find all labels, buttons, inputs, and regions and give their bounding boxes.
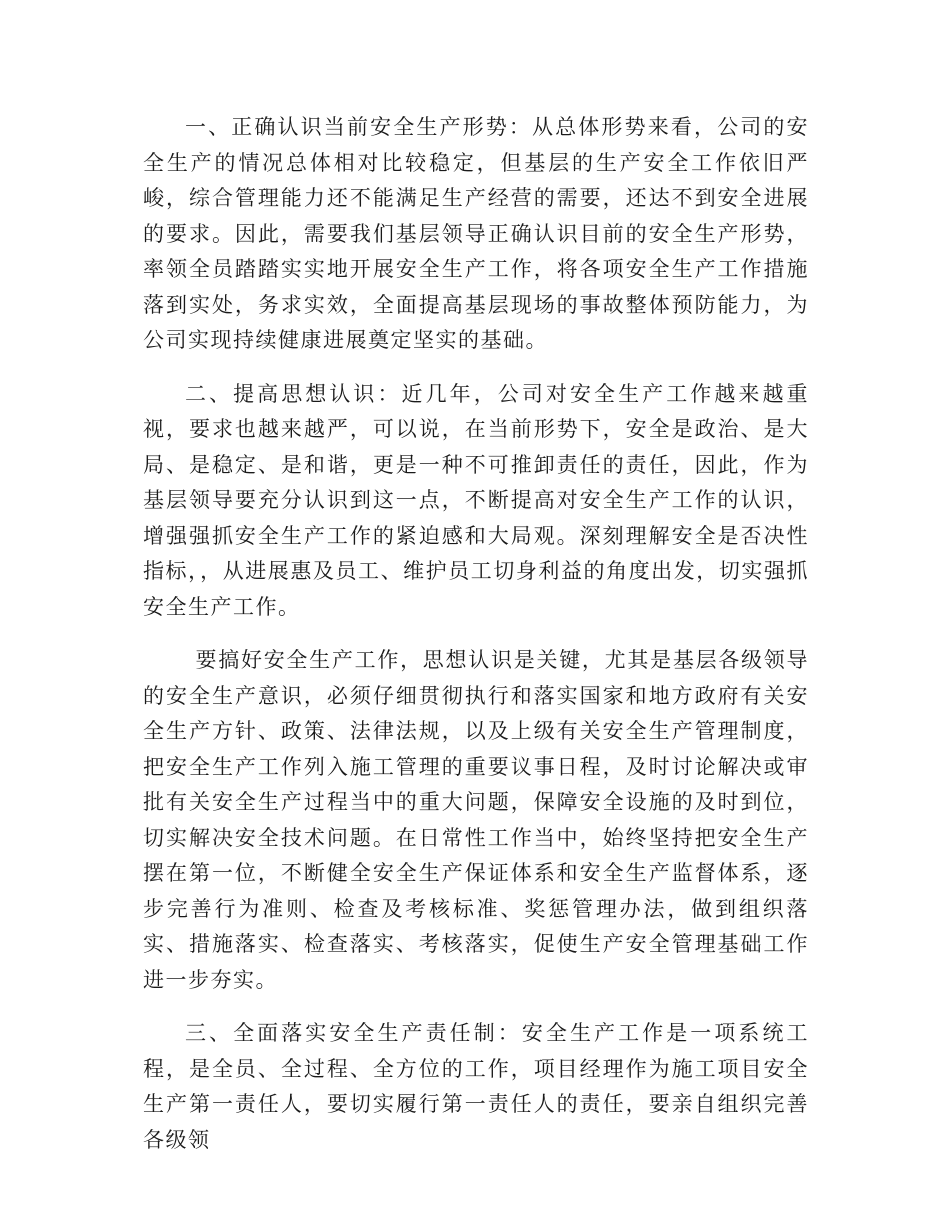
- paragraph-safety-situation: 一、正确认识当前安全生产形势：从总体形势来看，公司的安全生产的情况总体相对比较稳定，但基层的生产安全工作依旧严峻，综合管理能力还不能满足生产经营的需要，还达不到安全进展的要求。因此，需要我们基层领导正确认识目前的安全生产形势，率领全员踏踏实实地开展安全生产工作，将各项安全生产工作措施落到实处，务求实效，全面提高基层现场的事故整体预防能力，为公司实现持续健康进展奠定坚实的基础。: [143, 115, 809, 352]
- paragraph-raise-awareness: 二、提高思想认识：近几年，公司对安全生产工作越来越重视，要求也越来越严，可以说，在当前形势下，安全是政治、是大局、是稳定、是和谐，更是一种不可推卸责任的责任，因此，作为基层领导要充分认识到这一点，不断提高对安全生产工作的认识，增强强抓安全生产工作的紧迫感和大局观。深刻理解安全是否决性指标，，从进展惠及员工、维护员工切身利益的角度出发，切实强抓安全生产工作。: [143, 381, 809, 619]
- paragraph-responsibility-system: 三、全面落实安全生产责任制：安全生产工作是一项系统工程，是全员、全过程、全方位的工作，项目经理作为施工项目安全生产第一责任人，要切实履行第一责任人的责任，要亲自组织完善各级领: [143, 1021, 809, 1152]
- paragraph-leadership-awareness: 要搞好安全生产工作，思想认识是关键，尤其是基层各级领导的安全生产意识，必须仔细贯彻执行和落实国家和地方政府有关安全生产方针、政策、法律法规，以及上级有关安全生产管理制度，把安全生产工作列入施工管理的重要议事日程，及时讨论解决或审批有关安全生产过程当中的重大问题，保障安全设施的及时到位，切实解决安全技术问题。在日常性工作当中，始终坚持把安全生产摆在第一位，不断健全安全生产保证体系和安全生产监督体系，逐步完善行为准则、检查及考核标准、奖惩管理办法，做到组织落实、措施落实、检查落实、考核落实，促使生产安全管理基础工作进一步夯实。: [143, 648, 809, 992]
- document-body: [143, 110, 809, 1158]
